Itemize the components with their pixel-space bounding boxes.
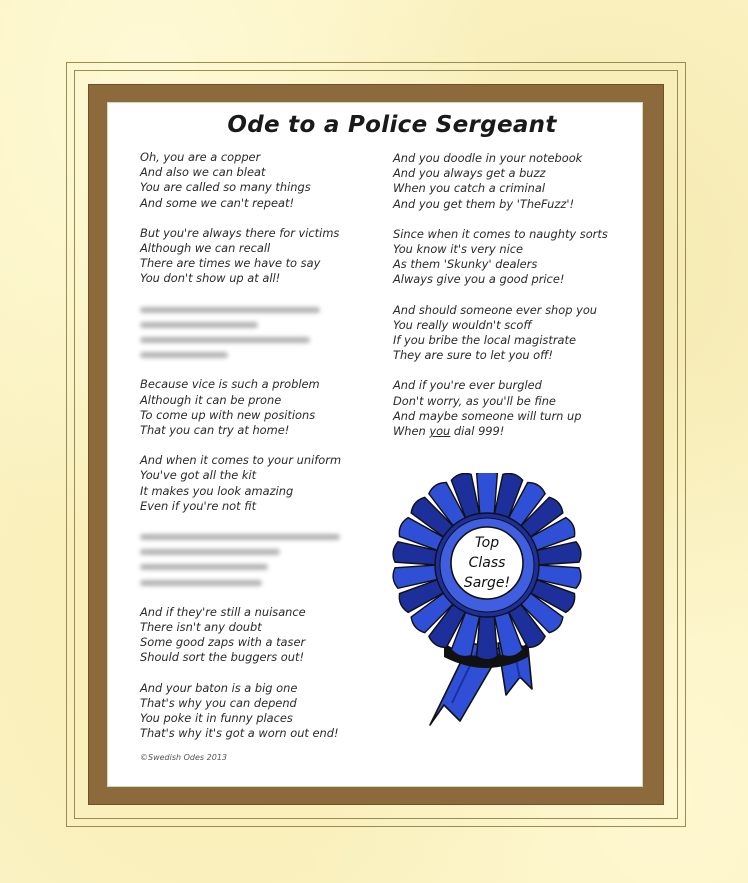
stanza <box>140 605 380 666</box>
rosette-pleat <box>477 473 498 516</box>
poem-line: And your baton is a big one <box>140 680 298 695</box>
rosette-pleat <box>477 614 498 659</box>
poem-line: Although it can be prone <box>140 392 282 407</box>
poem-line: That's why it's got a worn out end! <box>140 726 339 741</box>
rosette-ribbon <box>382 473 592 735</box>
poem-line: Since when it comes to naughty sorts <box>393 226 608 241</box>
poem-line: Because vice is such a problem <box>140 377 320 392</box>
stanza <box>140 377 380 438</box>
poem-line: To come up with new positions <box>140 407 316 422</box>
final-line-start: When <box>393 424 430 439</box>
stanza <box>393 151 633 212</box>
blurred-line <box>140 544 380 559</box>
blurred-line <box>140 347 380 362</box>
poem-line: And also we can bleat <box>140 165 266 180</box>
left-column <box>140 150 380 756</box>
blurred-line <box>140 575 380 590</box>
rosette-text-line: Sarge! <box>463 575 511 591</box>
stanza <box>393 378 633 439</box>
poem-line: And you doodle in your notebook <box>393 151 583 165</box>
rosette-text-line: Class <box>468 555 506 571</box>
blurred-line <box>140 529 380 544</box>
poem-line: You poke it in funny places <box>140 710 293 725</box>
stanza <box>140 150 380 211</box>
poem-line: You've got all the kit <box>140 468 257 483</box>
poem-line: When you catch a criminal <box>393 181 546 196</box>
blurred-stanza <box>140 529 380 590</box>
stanza <box>140 226 380 287</box>
blurred-line <box>140 559 380 574</box>
poem-line: There isn't any doubt <box>140 619 262 634</box>
poem-line: And you always get a buzz <box>393 166 546 181</box>
poem-line: You really wouldn't scoff <box>393 317 532 332</box>
poem-title: Ode to a Police Sergeant <box>227 112 557 138</box>
blurred-line <box>140 317 380 332</box>
blurred-line <box>140 302 380 317</box>
poem-line: You are called so many things <box>140 180 311 195</box>
poem-line: Some good zaps with a taser <box>140 635 306 650</box>
poem-line: As them 'Skunky' dealers <box>393 257 538 272</box>
poem-line: You know it's very nice <box>393 242 524 257</box>
poem-line: And when it comes to your uniform <box>140 453 342 468</box>
stanza <box>140 681 380 742</box>
poem-line: Even if you're not fit <box>140 498 257 513</box>
poem-line: That's why you can depend <box>140 695 297 710</box>
poem-line: There are times we have to say <box>140 256 321 271</box>
poem-line: Although we can recall <box>140 241 271 256</box>
poem-line: They are sure to let you off! <box>393 348 553 363</box>
poem-line: Don't worry, as you'll be fine <box>393 393 556 408</box>
rosette-text-line: Top <box>474 535 500 551</box>
poem-line: But you're always there for victims <box>140 225 340 240</box>
poem-line: Oh, you are a copper <box>140 150 261 164</box>
blurred-stanza <box>140 302 380 363</box>
stanza <box>393 303 633 364</box>
poem-line: You don't show up at all! <box>140 271 281 286</box>
poem-line: And some we can't repeat! <box>140 195 295 210</box>
blurred-line <box>140 332 380 347</box>
copyright-notice: ©Swedish Odes 2013 <box>140 753 227 762</box>
poem-line: And if they're still a nuisance <box>140 604 306 619</box>
poem-line: And you get them by 'TheFuzz'! <box>393 196 575 211</box>
poem-line: And maybe someone will turn up <box>393 408 582 423</box>
right-column <box>393 151 633 454</box>
final-line-end: dial 999! <box>450 424 505 439</box>
poem-line: Always give you a good price! <box>393 272 565 287</box>
stanza <box>393 227 633 288</box>
poem-line: Should sort the buggers out! <box>140 650 305 665</box>
final-line-underlined: you <box>429 424 451 439</box>
poem-line: That you can try at home! <box>140 422 290 437</box>
poem-line: It makes you look amazing <box>140 483 294 498</box>
poem-line: And if you're ever burgled <box>393 378 542 393</box>
stanza <box>140 453 380 514</box>
poem-line-final <box>393 424 633 439</box>
poem-line: And should someone ever shop you <box>393 302 598 317</box>
poem-line: If you bribe the local magistrate <box>393 333 576 348</box>
